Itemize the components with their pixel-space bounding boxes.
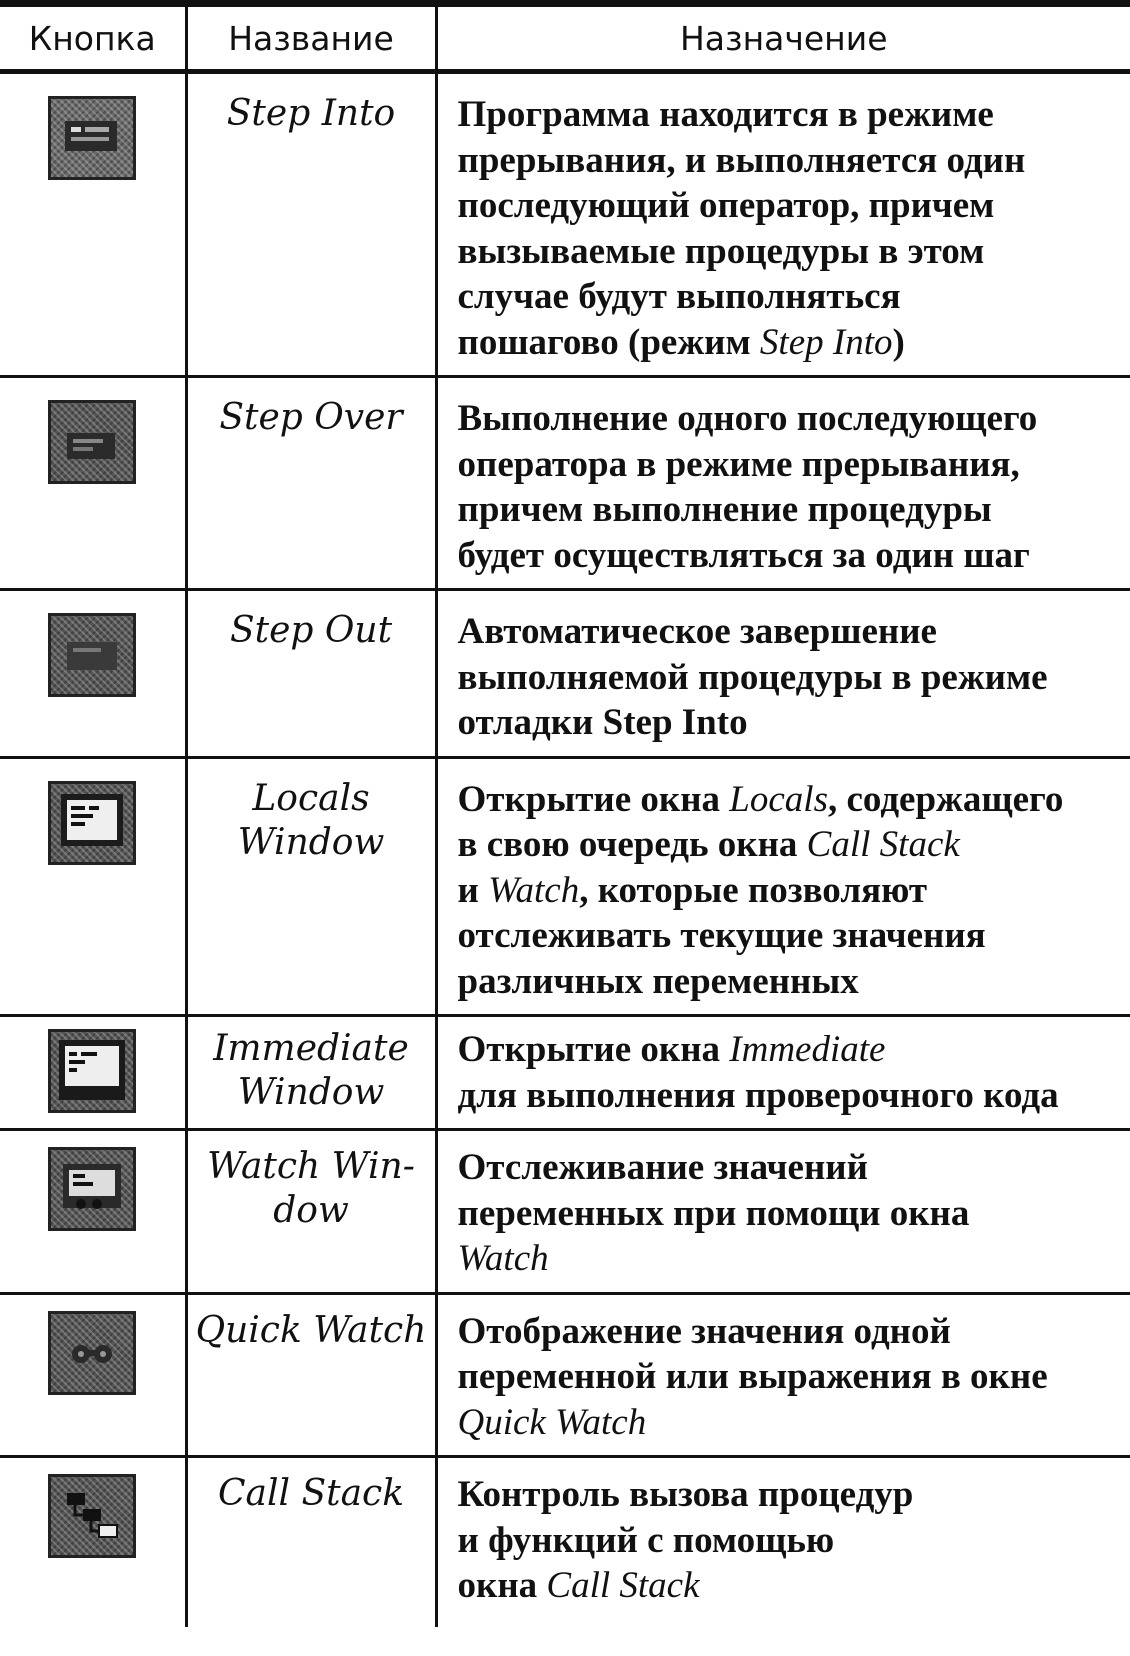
purpose-italic: Call Stack (806, 824, 960, 865)
purpose-cell (436, 1293, 1130, 1457)
purpose-text: ) (892, 321, 905, 363)
purpose-line (458, 1236, 1121, 1282)
purpose-line (458, 868, 1121, 914)
purpose-italic: Immediate (729, 1029, 886, 1070)
button-cell (0, 1016, 186, 1130)
button-cell (0, 1457, 186, 1627)
purpose-text: и (457, 869, 489, 911)
button-name: Window (237, 821, 385, 863)
button-name: Step Over (219, 397, 403, 438)
purpose-text: пошагово (режим (457, 321, 760, 363)
purpose-line: Выполнение одного последующего (457, 398, 1038, 439)
name-cell (186, 377, 436, 590)
name-cell (186, 1130, 436, 1294)
button-cell (0, 1293, 186, 1457)
table-row (0, 72, 1130, 377)
purpose-cell (436, 1457, 1130, 1627)
purpose-line: будет осуществляться за один шаг (457, 534, 1030, 576)
purpose-italic: Quick Watch (457, 1401, 647, 1443)
purpose-line: Автоматическое завершение (457, 611, 937, 652)
table-row (0, 1457, 1130, 1627)
purpose-line: Отслеживание значений (457, 1147, 868, 1188)
purpose-line (458, 822, 1121, 868)
button-name: Quick Watch (195, 1309, 427, 1351)
purpose-text: Открытие окна (457, 1029, 730, 1070)
purpose-text: Открытие окна (457, 778, 730, 820)
purpose-line (458, 1400, 1121, 1446)
button-name: Call Stack (217, 1473, 405, 1514)
purpose-cell (436, 1130, 1130, 1294)
top-rule (0, 0, 1130, 7)
purpose-line: отслеживать текущие значения (457, 915, 986, 956)
name-cell (186, 1293, 436, 1457)
button-name: Step Out (229, 610, 393, 651)
purpose-cell (436, 590, 1130, 758)
step-into-icon (48, 96, 136, 180)
purpose-text: в свою очередь окна (457, 824, 807, 865)
header-row (0, 7, 1130, 72)
purpose-cell (436, 72, 1130, 377)
call-stack-icon (48, 1474, 136, 1558)
table-row (0, 590, 1130, 758)
purpose-line (458, 320, 1121, 366)
debug-buttons-table (0, 7, 1130, 1627)
button-cell (0, 757, 186, 1016)
purpose-italic: Locals (729, 778, 828, 820)
purpose-italic: Call Stack (546, 1565, 700, 1606)
purpose-line: Программа находится в режиме (457, 94, 994, 135)
purpose-line: причем выполнение процедуры (457, 489, 992, 530)
purpose-text: окна (457, 1565, 547, 1606)
table-row (0, 1016, 1130, 1130)
purpose-text: , содержащего (827, 778, 1064, 820)
purpose-line (458, 777, 1121, 823)
purpose-line: различных переменных (457, 960, 859, 1002)
purpose-line: вызываемые процедуры в этом (457, 230, 985, 272)
step-over-icon (48, 400, 136, 484)
purpose-line: оператора в режиме прерывания, (457, 443, 1020, 485)
immediate-window-icon (48, 1029, 136, 1113)
table-row (0, 757, 1130, 1016)
purpose-italic: Step Into (759, 321, 893, 363)
purpose-line: переменных при помощи окна (457, 1192, 970, 1234)
watch-window-icon (48, 1147, 136, 1231)
purpose-cell (436, 377, 1130, 590)
purpose-line: Контроль вызова процедур (457, 1474, 914, 1515)
purpose-line: отладки Step Into (457, 702, 748, 743)
button-name: Watch Win- (207, 1146, 415, 1187)
table-row (0, 377, 1130, 590)
button-name: Window (237, 1072, 385, 1113)
purpose-line: выполняемой процедуры в режиме (457, 656, 1048, 698)
purpose-cell (436, 1016, 1130, 1130)
button-cell (0, 72, 186, 377)
purpose-line: переменной или выражения в окне (457, 1356, 1048, 1397)
locals-window-icon (48, 781, 136, 865)
button-cell (0, 590, 186, 758)
purpose-line: случае будут выполняться (457, 276, 901, 317)
step-out-icon (48, 613, 136, 697)
button-name: Locals (252, 777, 370, 819)
header-purpose: Назначение (436, 7, 1130, 72)
purpose-line (458, 1563, 1121, 1609)
purpose-line (458, 1027, 1121, 1073)
purpose-line: для выполнения проверочного кода (457, 1074, 1059, 1116)
button-name: Step Into (226, 93, 396, 134)
button-cell (0, 377, 186, 590)
header-button: Кнопка (0, 7, 186, 72)
quick-watch-icon (48, 1311, 136, 1395)
name-cell (186, 757, 436, 1016)
purpose-line: прерывания, и выполняется один (457, 139, 1026, 181)
button-name: Immediate (213, 1028, 409, 1069)
button-cell (0, 1130, 186, 1294)
purpose-italic: Watch (457, 1238, 549, 1279)
purpose-line: Отображение значения одной (457, 1310, 951, 1352)
button-name: dow (273, 1190, 349, 1231)
name-cell (186, 1016, 436, 1130)
purpose-line: последующий оператор, причем (457, 185, 995, 226)
name-cell (186, 1457, 436, 1627)
purpose-text: , которые позволяют (579, 869, 928, 911)
table-row (0, 1293, 1130, 1457)
table-row (0, 1130, 1130, 1294)
purpose-cell (436, 757, 1130, 1016)
header-name: Название (186, 7, 436, 72)
purpose-italic: Watch (488, 869, 580, 911)
name-cell (186, 72, 436, 377)
purpose-line: и функций с помощью (457, 1519, 835, 1561)
name-cell (186, 590, 436, 758)
